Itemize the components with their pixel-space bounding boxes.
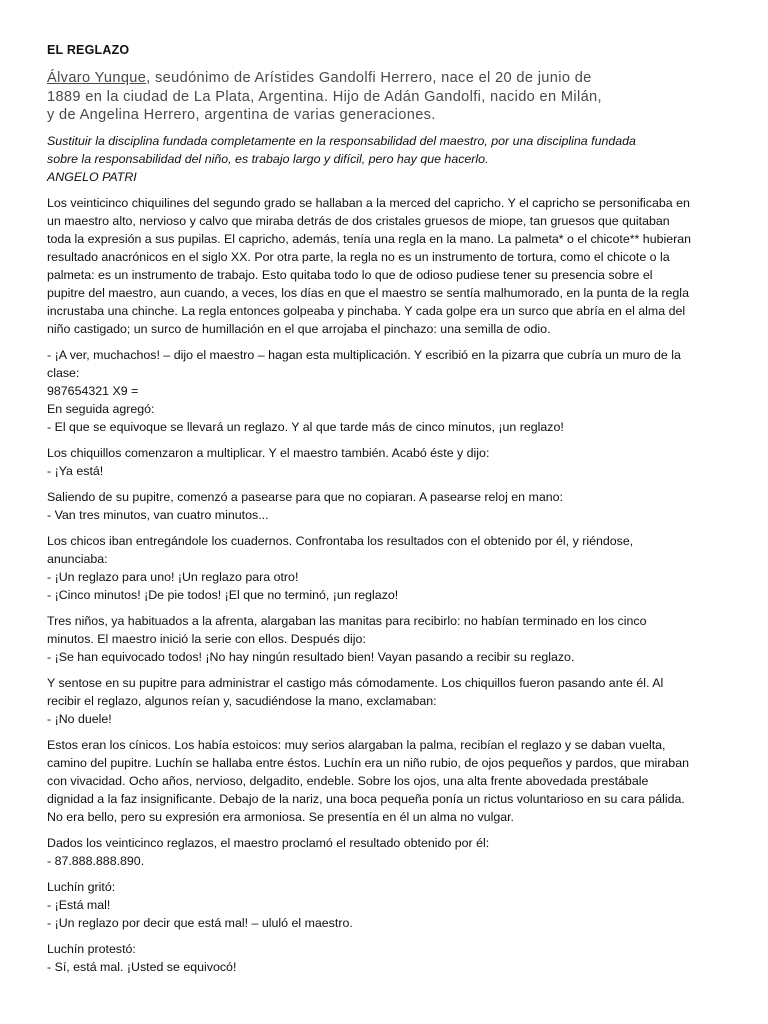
- paragraph-line: - ¡Ya está!: [47, 464, 104, 478]
- paragraph-line: clase:: [47, 366, 80, 380]
- paragraph-line: - 87.888.888.890.: [47, 854, 145, 868]
- story-paragraph: [47, 194, 727, 338]
- story-body: [47, 194, 727, 984]
- paragraph-line: anunciaba:: [47, 552, 108, 566]
- paragraph-line: camino del pupitre. Luchín se hallaba entre éstos. Luchín era un niño rubio, de ojos pequeños y pardos, que miraban: [47, 756, 689, 770]
- paragraph-line: recibir el reglazo, algunos reían y, sacudiéndose la mano, exclamaban:: [47, 694, 437, 708]
- paragraph-line: - El que se equivoque se llevará un reglazo. Y al que tarde más de cinco minutos, ¡un reglazo!: [47, 420, 564, 434]
- paragraph-line: - Van tres minutos, van cuatro minutos...: [47, 508, 269, 522]
- story-paragraph: [47, 346, 727, 436]
- epigraph-line: sobre la responsabilidad del niño, es trabajo largo y difícil, pero hay que hacerlo.: [47, 152, 489, 166]
- paragraph-line: - ¡A ver, muchachos! – dijo el maestro – hagan esta multiplicación. Y escribió en la pizarra que cubría un muro de la: [47, 348, 681, 362]
- paragraph-line: Los chiquillos comenzaron a multiplicar. Y el maestro también. Acabó éste y dijo:: [47, 446, 490, 460]
- paragraph-line: un maestro alto, nervioso y calvo que miraba detrás de dos cristales gruesos de miope, tan gruesos que quitaban: [47, 214, 670, 228]
- author-intro: [47, 69, 727, 125]
- story-paragraph: [47, 940, 727, 976]
- story-paragraph: [47, 488, 727, 524]
- paragraph-line: - ¡Un reglazo por decir que está mal! – ululó el maestro.: [47, 916, 353, 930]
- paragraph-line: Luchín protestó:: [47, 942, 136, 956]
- paragraph-line: pupitre del maestro, aun cuando, a veces, los días en que el maestro se sentía malhumorado, en la punta de la regla: [47, 286, 689, 300]
- paragraph-line: - ¡Cinco minutos! ¡De pie todos! ¡El que no terminó, ¡un reglazo!: [47, 588, 399, 602]
- paragraph-line: - ¡Un reglazo para uno! ¡Un reglazo para otro!: [47, 570, 299, 584]
- story-paragraph: [47, 878, 727, 932]
- paragraph-line: - Sí, está mal. ¡Usted se equivocó!: [47, 960, 237, 974]
- paragraph-line: No era bello, pero su expresión era armoniosa. Se presentía en él un alma no vulgar.: [47, 810, 514, 824]
- document-title: EL REGLAZO: [47, 43, 130, 57]
- story-paragraph: [47, 736, 727, 826]
- paragraph-line: incrustaba una chinche. La regla entonces golpeaba y pinchaba. Y cada golpe era un surco que abría en el alma del: [47, 304, 686, 318]
- paragraph-line: dignidad a la faz insignificante. Debajo de la nariz, una boca pequeña ponía un rictus voluntarioso en su cara pálida.: [47, 792, 685, 806]
- epigraph: [47, 132, 727, 186]
- paragraph-line: Luchín gritó:: [47, 880, 116, 894]
- paragraph-line: con vivacidad. Ocho años, nervioso, delgadito, endeble. Sobre los ojos, una alta frente abovedada prestábale: [47, 774, 649, 788]
- paragraph-line: Estos eran los cínicos. Los había estoicos: muy serios alargaban la palma, recibían el reglazo y se daban vuelta,: [47, 738, 666, 752]
- paragraph-line: - ¡Se han equivocado todos! ¡No hay ningún resultado bien! Vayan pasando a recibir su reglazo.: [47, 650, 575, 664]
- paragraph-line: niño castigado; un surco de humillación en el que arrojaba el pinchazo: una semilla de odio.: [47, 322, 551, 336]
- paragraph-line: Y sentose en su pupitre para administrar el castigo más cómodamente. Los chiquillos fueron pasando ante él. Al: [47, 676, 664, 690]
- story-paragraph: [47, 532, 727, 604]
- paragraph-line: - ¡No duele!: [47, 712, 112, 726]
- paragraph-line: Los veinticinco chiquilines del segundo grado se hallaban a la merced del capricho. Y el capricho se personificaba en: [47, 196, 690, 210]
- intro-line-3: y de Angelina Herrero, argentina de varias generaciones.: [47, 107, 436, 123]
- epigraph-attribution: ANGELO PATRI: [47, 170, 137, 184]
- story-paragraph: [47, 612, 727, 666]
- epigraph-line: Sustituir la disciplina fundada completamente en la responsabilidad del maestro, por una disciplina fundada: [47, 134, 636, 148]
- author-link[interactable]: Álvaro Yunque: [47, 70, 147, 86]
- paragraph-line: Saliendo de su pupitre, comenzó a pasearse para que no copiaran. A pasearse reloj en mano:: [47, 490, 563, 504]
- paragraph-line: Dados los veinticinco reglazos, el maestro proclamó el resultado obtenido por él:: [47, 836, 490, 850]
- story-paragraph: [47, 674, 727, 728]
- paragraph-line: Los chicos iban entregándole los cuadernos. Confrontaba los resultados con el obtenido por él, y riéndose,: [47, 534, 634, 548]
- paragraph-line: Tres niños, ya habituados a la afrenta, alargaban las manitas para recibirlo: no habían terminado en los cinco: [47, 614, 647, 628]
- paragraph-line: resultado anacrónicos en el siglo XX. Por otra parte, la regla no es un instrumento de tortura, como el chicote o la: [47, 250, 670, 264]
- paragraph-line: minutos. El maestro inició la serie con ellos. Después dijo:: [47, 632, 366, 646]
- story-paragraph: [47, 444, 727, 480]
- intro-line-1-rest: , seudónimo de Arístides Gandolfi Herrero, nace el 20 de junio de: [146, 70, 592, 86]
- paragraph-line: En seguida agregó:: [47, 402, 155, 416]
- paragraph-line: toda la expresión a sus pupilas. El capricho, además, tenía una regla en la mano. La palmeta* o el chicote** hubieran: [47, 232, 692, 246]
- intro-line-2: 1889 en la ciudad de La Plata, Argentina. Hijo de Adán Gandolfi, nacido en Milán,: [47, 88, 602, 105]
- paragraph-line: - ¡Está mal!: [47, 898, 111, 912]
- story-paragraph: [47, 834, 727, 870]
- paragraph-line: 987654321 X9 =: [47, 384, 139, 398]
- paragraph-line: palmeta: es un instrumento de trabajo. Esto quitaba todo lo que de odioso pudiese tener su presencia sobre el: [47, 268, 653, 282]
